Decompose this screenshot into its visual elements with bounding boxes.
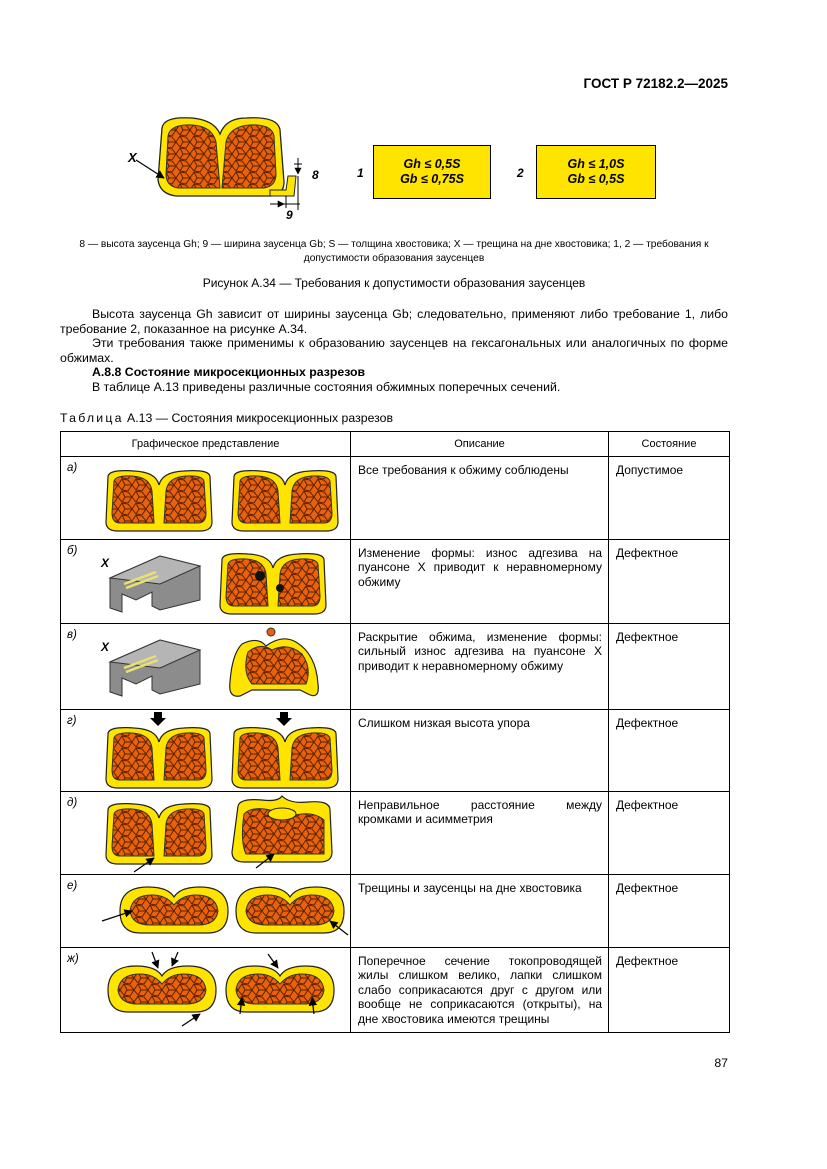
- header-state: Состояние: [609, 432, 730, 457]
- graphic-cell: [61, 457, 351, 540]
- label-9: 9: [286, 208, 293, 222]
- row-state: Дефектное: [616, 881, 679, 895]
- page-number: 87: [714, 1056, 728, 1070]
- row-letter: ж): [67, 953, 79, 965]
- paragraph-2: Эти требования также применимы к образованию заусенцев на гексагональных или аналогичных по форме обжимах.: [60, 336, 728, 365]
- graphic-cell: [61, 624, 351, 710]
- table-row: [61, 948, 730, 1033]
- crimp-illustration: [92, 875, 351, 947]
- row-description: Все требования к обжиму соблюдены: [358, 463, 569, 477]
- row-state: Дефектное: [616, 716, 679, 730]
- description-cell: [351, 624, 609, 710]
- row-description: Раскрытие обжима, изменение формы: сильный износ адгезива на пуансоне X приводит к неравномерному обжиму: [358, 630, 602, 673]
- table-header-row: [61, 432, 730, 457]
- row-letter: е): [67, 880, 78, 892]
- description-cell: [351, 875, 609, 948]
- requirement-2-gb: Gb ≤ 0,5S: [567, 172, 625, 186]
- requirement-1-box: [373, 145, 491, 199]
- requirement-2-gh: Gh ≤ 1,0S: [567, 157, 625, 171]
- row-letter: г): [67, 715, 77, 727]
- table-title-prefix: Таблица: [60, 411, 124, 425]
- paragraph-1: Высота заусенца Gh зависит от ширины заусенца Gb; следовательно, применяют либо требование 1, либо требование 2, показанное на рисунке А.34.: [60, 307, 728, 336]
- state-cell: [609, 948, 730, 1033]
- state-cell: [609, 710, 730, 792]
- row-letter: в): [67, 629, 77, 641]
- crimp-states-table: [60, 431, 730, 1033]
- label-x: X: [128, 150, 137, 165]
- graphic-cell: [61, 948, 351, 1033]
- description-cell: [351, 710, 609, 792]
- figure-caption: Рисунок А.34 — Требования к допустимости образования заусенцев: [202, 276, 586, 290]
- description-cell: [351, 948, 609, 1033]
- requirement-1-number: 1: [357, 166, 364, 180]
- table-row: [61, 457, 730, 540]
- row-description: Неправильное расстояние между кромками и асимметрия: [358, 798, 602, 827]
- state-cell: [609, 792, 730, 875]
- crimp-illustration: [92, 457, 351, 539]
- row-state: Дефектное: [616, 954, 679, 968]
- table-title-rest: А.13 — Состояния микросекционных разрезов: [123, 411, 394, 425]
- paragraph-3: В таблице А.13 приведены различные состояния обжимных поперечных сечений.: [92, 379, 561, 394]
- graphic-cell: [61, 875, 351, 948]
- table-row: [61, 792, 730, 875]
- row-letter: а): [67, 462, 78, 474]
- graphic-cell: [61, 540, 351, 624]
- row-letter: д): [67, 797, 78, 809]
- description-cell: [351, 540, 609, 624]
- crimp-illustration: [92, 624, 351, 709]
- header-description: Описание: [351, 432, 609, 457]
- row-description: Слишком низкая высота упора: [358, 716, 530, 730]
- description-cell: [351, 457, 609, 540]
- description-cell: [351, 792, 609, 875]
- crimp-illustration: [92, 792, 351, 874]
- table-title: [60, 411, 393, 425]
- state-cell: [609, 624, 730, 710]
- table-row: [61, 624, 730, 710]
- requirement-1-gh: Gh ≤ 0,5S: [403, 157, 461, 171]
- crimp-illustration: [92, 948, 351, 1032]
- graphic-cell: [61, 792, 351, 875]
- state-cell: [609, 457, 730, 540]
- state-cell: [609, 875, 730, 948]
- requirement-1-gb: Gb ≤ 0,75S: [400, 172, 464, 186]
- punch-label-x: X: [101, 640, 110, 654]
- state-cell: [609, 540, 730, 624]
- row-description: Поперечное сечение токопроводящей жилы слишком велико, лапки слишком слабо соприкасаются друг с другом или вообще не соприкасаются (открыты), на дне хвостовика имеются трещины: [358, 954, 602, 1026]
- body-text: [60, 307, 728, 394]
- row-letter: б): [67, 545, 78, 557]
- row-state: Дефектное: [616, 798, 679, 812]
- punch-label-x: X: [101, 556, 110, 570]
- row-state: Дефектное: [616, 630, 679, 644]
- table-row: [61, 710, 730, 792]
- row-state: Дефектное: [616, 546, 679, 560]
- requirement-2-box: [536, 145, 656, 199]
- graphic-cell: [61, 710, 351, 792]
- figure-legend: 8 — высота заусенца Gh; 9 — ширина заусенца Gb; S — толщина хвостовика; X — трещина на дне хвостовика; 1, 2 — требования к допустимости образования заусенцев: [79, 239, 709, 264]
- standard-designation: ГОСТ Р 72182.2—2025: [583, 76, 728, 91]
- requirement-2-number: 2: [517, 166, 524, 180]
- crimp-illustration: [92, 540, 351, 623]
- row-description: Изменение формы: износ адгезива на пуансоне X приводит к неравномерному обжиму: [358, 546, 602, 589]
- table-row: [61, 540, 730, 624]
- crimp-illustration: [92, 710, 351, 791]
- label-8: 8: [312, 168, 319, 182]
- figure-a34: [120, 112, 680, 232]
- row-description: Трещины и заусенцы на дне хвостовика: [358, 881, 582, 895]
- row-state: Допустимое: [616, 463, 684, 477]
- table-row: [61, 875, 730, 948]
- header-graphic: Графическое представление: [61, 432, 351, 457]
- section-heading: А.8.8 Состояние микросекционных разрезов: [92, 365, 366, 379]
